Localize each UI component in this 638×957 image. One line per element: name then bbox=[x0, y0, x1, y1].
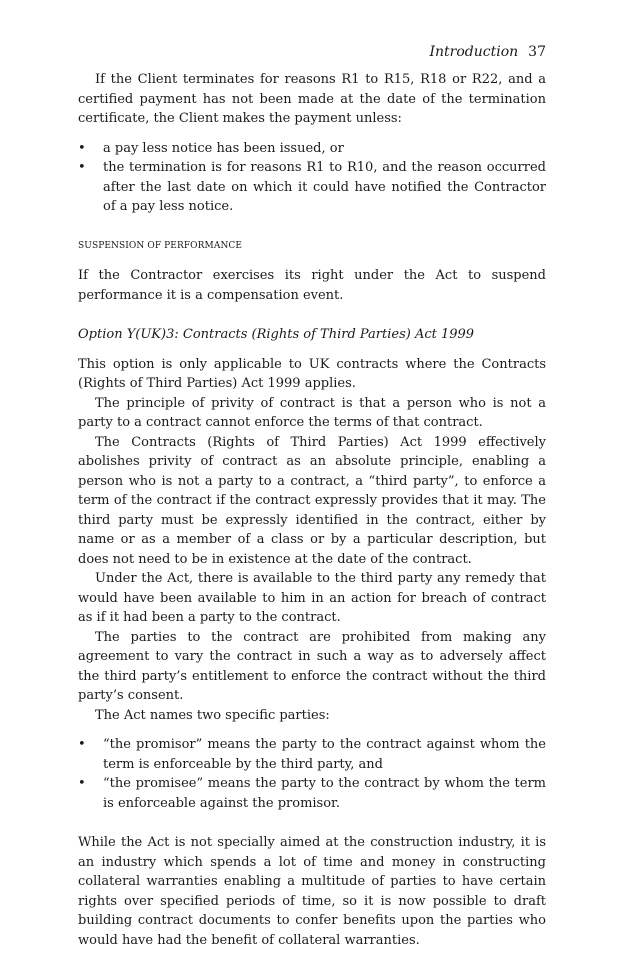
page-number: 37 bbox=[528, 44, 546, 60]
list-item: • “the promisee” means the party to the contract by whom the term is enforceable against the promisor. bbox=[78, 774, 546, 813]
paragraph-option-6: The Act names two specific parties: bbox=[95, 707, 330, 723]
section-heading-option: Option Y(UK)3: Contracts (Rights of Third Parties) Act 1999 bbox=[78, 327, 475, 342]
page-body bbox=[78, 70, 546, 950]
list-item: • a pay less notice has been issued, or bbox=[78, 139, 546, 159]
termination-bullet-list bbox=[78, 139, 546, 217]
list-item: • “the promisor” means the party to the contract against whom the term is enforceable by the third party, and bbox=[78, 735, 546, 774]
paragraph-final: While the Act is not specially aimed at the construction industry, it is an industry which spends a lot of time and money in constructing collateral warranties enabling a multitude of parties to have certain rights over specified periods of time, so it is now possible to draft building contract documents to confer benefits upon the parties who would have had the benefit of collateral warranties. bbox=[78, 835, 546, 948]
paragraph-option-2: The principle of privity of contract is that a person who is not a party to a contract cannot enforce the terms of that contract. bbox=[78, 395, 546, 430]
paragraph-termination: If the Client terminates for reasons R1 to R15, R18 or R22, and a certified payment has not been made at the date of the termination certificate, the Client makes the payment unless: bbox=[78, 72, 546, 126]
running-title: Introduction bbox=[429, 44, 519, 60]
paragraph-option-1: This option is only applicable to UK contracts where the Contracts (Rights of Third Parties) Act 1999 applies. bbox=[78, 356, 546, 391]
running-header bbox=[430, 44, 547, 60]
paragraph-option-5: The parties to the contract are prohibited from making any agreement to vary the contract in such a way as to adversely affect the third party’s entitlement to enforce the contract without the third party’s consent. bbox=[78, 629, 546, 703]
paragraph-option-4: Under the Act, there is available to the third party any remedy that would have been available to him in an action for breach of contract as if it had been a party to the contract. bbox=[78, 571, 546, 625]
parties-bullet-list bbox=[78, 735, 546, 813]
paragraph-suspension: If the Contractor exercises its right under the Act to suspend performance it is a compensation event. bbox=[78, 268, 546, 303]
section-heading-suspension: SUSPENSION OF PERFORMANCE bbox=[78, 240, 243, 251]
list-item: • the termination is for reasons R1 to R10, and the reason occurred after the last date on which it could have notified the Contractor of a pay less notice. bbox=[78, 158, 546, 217]
paragraph-option-3: The Contracts (Rights of Third Parties) Act 1999 effectively abolishes privity of contract as an absolute principle, enabling a person who is not a party to a contract, a “third party”, to enforce a term of the contract if the contract expressly provides that it may. The third party must be expressly identified in the contract, either by name or as a member of a class or by a particular description, but does not need to be in existence at the date of the contract. bbox=[78, 434, 546, 567]
